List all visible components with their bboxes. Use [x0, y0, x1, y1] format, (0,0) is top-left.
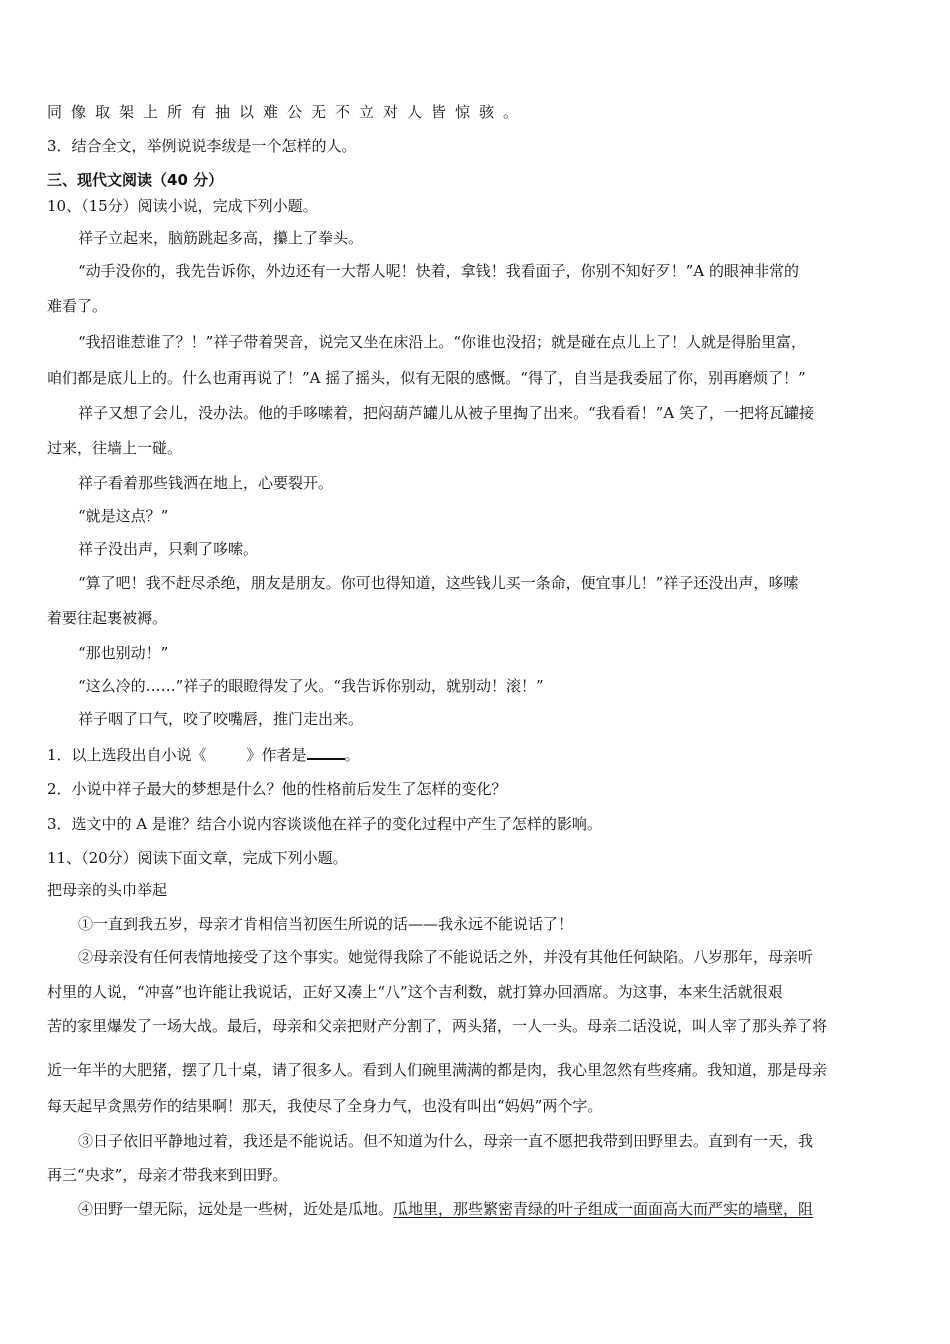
paragraph-line: 祥子又想了会儿，没办法。他的手哆嗦着，把闷葫芦罐儿从被子里掏了出来。“我看看！”A 笑了，一把将瓦罐接 [78, 404, 814, 422]
paragraph-line: 着要往起裹被褥。 [47, 609, 168, 627]
paragraph-line: 难看了。 [47, 297, 108, 315]
paragraph-line: ③日子依旧平静地过着，我还是不能说话。但不知道为什么，母亲一直不愿把我带到田野里去。直到有一天，我 [78, 1132, 814, 1150]
paragraph-line: 祥子咽了口气，咬了咬嘴唇，推门走出来。 [78, 710, 364, 728]
paragraph-line: “就是这点？” [78, 507, 169, 525]
question-intro: 11、（20分）阅读下面文章，完成下列小题。 [47, 849, 348, 867]
paragraph-line: “动手没你的，我先告诉你，外边还有一大帮人呢！快着，拿钱！我看面子，你别不知好歹！”A 的眼神非常的 [78, 262, 799, 280]
author-answer-blank[interactable] [307, 744, 345, 760]
paragraph-line: “算了吧！我不赶尽杀绝，朋友是朋友。你可也得知道，这些钱儿买一条命，便宜事儿！”祥子还没出声，哆嗦 [78, 574, 799, 592]
paragraph-line: 咱们都是底儿上的。什么也甭再说了！”A 摇了摇头，似有无限的感慨。“得了，自当是我委屈了你，别再磨烦了！” [47, 369, 806, 387]
paragraph-line: “我招谁惹谁了？！”祥子带着哭音，说完又坐在床沿上。“你谁也没招；就是碰在点儿上了！人就是得胎里富， [78, 333, 807, 351]
article-title: 把母亲的头巾举起 [47, 881, 168, 899]
paragraph-line [78, 1199, 907, 1219]
paragraph-line: 过来，往墙上一碰。 [47, 439, 183, 457]
question-item: 3．选文中的 A 是谁？结合小说内容谈谈他在祥子的变化过程中产生了怎样的影响。 [47, 815, 602, 833]
question-intro: 10、（15分）阅读小说，完成下列小题。 [47, 197, 318, 215]
paragraph-line: ②母亲没有任何表情地接受了这个事实。她觉得我除了不能说话之外，并没有其他任何缺陷。八岁那年，母亲听 [78, 948, 814, 966]
question-text: 1．以上选段出自小说《 [47, 746, 207, 764]
text-line: 同像取架上所有抽以难公无不立对人皆惊骇。 [47, 103, 528, 121]
paragraph-text: ④田野一望无际，远处是一些树，近处是瓜地。 [78, 1200, 394, 1218]
paragraph-line: 祥子看着那些钱洒在地上，心要裂开。 [78, 474, 334, 492]
question-text: 》作者是 [246, 746, 307, 764]
paragraph-line: 苦的家里爆发了一场大战。最后，母亲和父亲把财产分割了，两头猪，一人一头。母亲二话没说，叫人宰了那头养了将 [47, 1017, 828, 1035]
section-heading: 三、现代文阅读（40 分） [47, 171, 224, 189]
paragraph-line: “那也别动！” [78, 644, 169, 662]
underlined-sentence: 瓜地里，那些繁密青绿的叶子组成一面面高大而严实的墙壁，阻 [393, 1200, 814, 1218]
paragraph-line: 祥子没出声，只剩了哆嗦。 [78, 540, 259, 558]
question-item [47, 744, 907, 765]
paragraph-line: 祥子立起来，脑筋跳起多高，攥上了拳头。 [78, 229, 364, 247]
paragraph-line: 村里的人说，“冲喜”也许能让我说话，正好又凑上“八”这个吉利数，就打算办回酒席。为这事，本来生活就很艰 [47, 983, 783, 1001]
question-item: 2．小说中祥子最大的梦想是什么？他的性格前后发生了怎样的变化？ [47, 780, 507, 798]
paragraph-line: 近一年半的大肥猪，摆了几十桌，请了很多人。看到人们碗里满满的都是肉，我心里忽然有些疼痛。我知道，那是母亲 [47, 1061, 828, 1079]
paragraph-line: ①一直到我五岁，母亲才肯相信当初医生所说的话——我永远不能说话了！ [78, 915, 574, 933]
question-text: 。 [344, 746, 360, 764]
paragraph-line: 每天起早贪黑劳作的结果啊！那天，我使尽了全身力气，也没有叫出“妈妈”两个字。 [47, 1097, 603, 1115]
question-item: 3．结合全文，举例说说李绂是一个怎样的人。 [47, 137, 357, 155]
paragraph-line: “这么冷的……”祥子的眼瞪得发了火。“我告诉你别动，就别动！滚！” [78, 677, 544, 695]
paragraph-line: 再三“央求”，母亲才带我来到田野。 [47, 1166, 288, 1184]
